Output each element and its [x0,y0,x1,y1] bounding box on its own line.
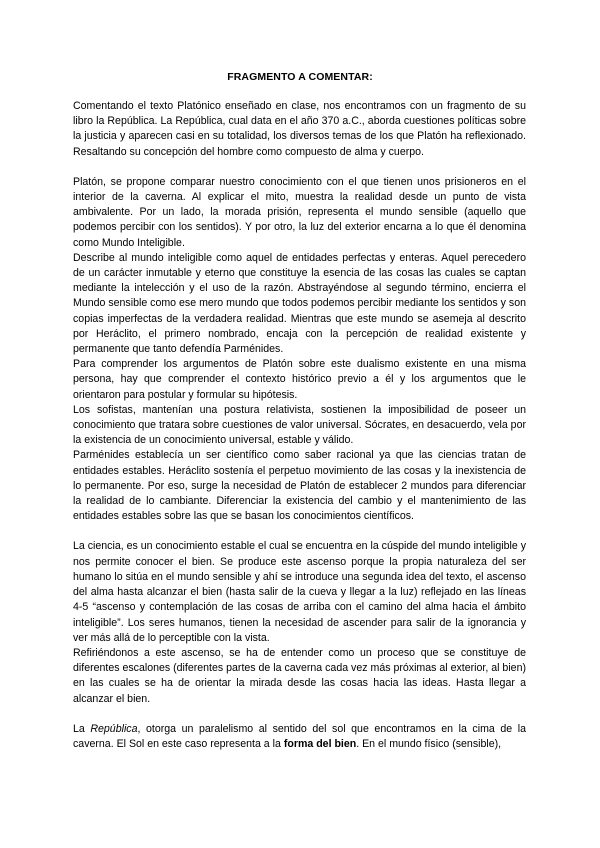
sol-intro-text: La [73,722,91,735]
paragraph-intro: Comentando el texto Platónico enseñado en clase, nos encontramos con un fragmento de su libro la República. La República, cual data en el año 370 a.C., aborda cuestiones políticas sobre la justicia y aparecen casi en su totalidad, los diversos temas de los que Platón ha reflexionado. Resaltando su concepción del hombre como compuesto de alma y cuerpo. [73,100,526,158]
paragraph-ciencia: La ciencia, es un conocimiento estable el cual se encuentra en la cúspide del mundo inteligible y nos permite conocer el bien. Se produce este ascenso porque la propia naturaleza del ser humano lo sitúa en el mundo sensible y ahí se introduce una segunda idea del texto, el ascenso del alma hasta alcanzar el bien (hasta salir de la cueva y llegar a la luz) reflejado en las líneas 4-5 “ascenso y contemplación de las cosas de arriba con el camino del alma hacia el ámbito inteligible”. Los seres humanos, tienen la necesidad de ascender para salir de la ignorancia y ver más allá de lo perceptible con la vista. [73,540,526,644]
paragraph-mundo-inteligible: Describe al mundo inteligible como aquel de entidades perfectas y enteras. Aquel perecedero de un carácter inmutable y eterno que constituye la esencia de las cosas las cuales se captan mediante la intelección y el uso de la razón. Abstrayéndose al segundo término, encierra el Mundo sensible como ese mero mundo que todos podemos percibir mediante los sentidos y son copias imperfectas de la verdadera realidad. Mientras que este mundo se asemeja al descrito por Heráclito, el primero nombrado, encaja con la percepción de realidad existente y permanente que tanto defendía Parménides. [73,251,526,356]
forma-del-bien-bold-text: forma del bien [283,737,357,750]
paragraph-sol [73,722,526,752]
document-body [73,99,526,752]
paragraph-parmenides: Parménides establecía un ser científico como saber racional ya que las ciencias tratan de entidades estables. Heráclito sostenía el perpetuo movimiento de las cosas y la inexistencia de lo permanente. Por eso, surge la necesidad de Platón de establecer 2 mundos para diferenciar la realidad de lo cambiante. Diferenciar la existencia del cambio y el mantenimiento de las entidades estables sobre las que se basan los conocimientos científicos. [73,449,526,523]
paragraph-ascenso: Refiriéndonos a este ascenso, se ha de entender como un proceso que se constituye de diferentes escalones (diferentes partes de la caverna cada vez más próximas al exterior, al bien) en las cuales se ha de orientar la mirada desde las cosas hacia las ideas. Hasta llegar a alcanzar el bien. [73,646,526,705]
document-title: FRAGMENTO A COMENTAR: [227,71,373,83]
paragraph-caverna: Platón, se propone comparar nuestro conocimiento con el que tienen unos prisioneros en el interior de la caverna. Al explicar el mito, muestra la realidad desde un punto de vista ambivalente. Por un lado, la morada prisión, representa el mundo sensible (aquello que podemos percibir con los sentidos). Y por otro, la luz del exterior encarna a lo que él denomina como Mundo Inteligible. [73,175,526,249]
sol-text-1: , otorga un paralelismo al sentido del sol que encontramos en la cima de la caverna. El Sol en este caso representa a la [73,722,526,750]
paragraph-dualismo: Para comprender los argumentos de Platón sobre este dualismo existente en una misma persona, hay que comprender el contexto histórico previo a él y los argumentos que le orientaron para postular y formular su hipótesis. [73,358,526,401]
sol-text-2: . En el mundo físico (sensible), [356,737,502,750]
republica-italic-text: República [90,722,138,735]
paragraph-sofistas: Los sofistas, mantenían una postura relativista, sostienen la imposibilidad de poseer un conocimiento que tratara sobre cuestiones de valor universal. Sócrates, en desacuerdo, vela por la existencia de un conocimiento universal, estable y válido. [73,403,526,447]
